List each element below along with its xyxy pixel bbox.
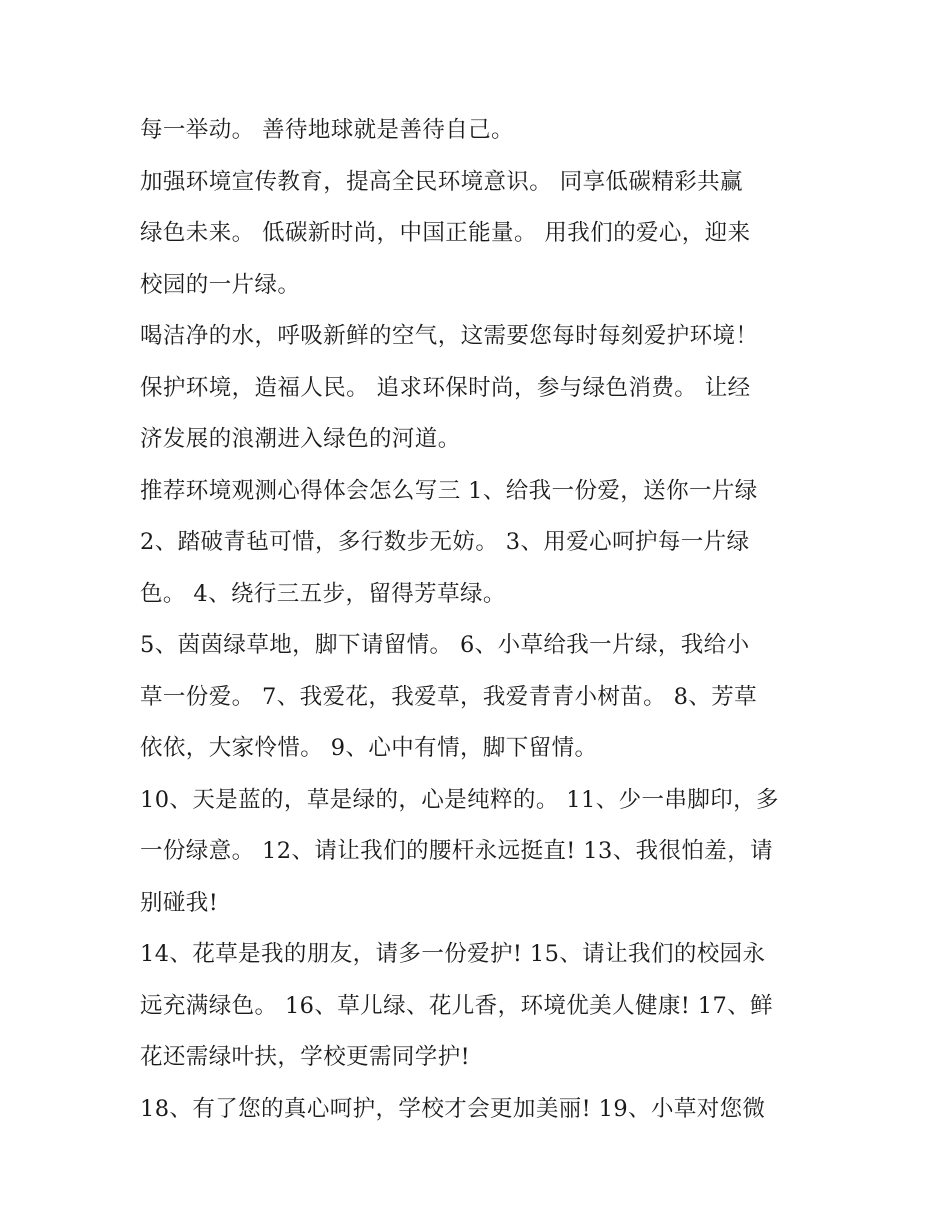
text-line: 绿色未来。 低碳新时尚，中国正能量。 用我们的爱心，迎来 [140, 220, 751, 246]
text-line: 10、天是蓝的，草是绿的，心是纯粹的。 11、少一串脚印，多 [140, 786, 779, 813]
text-line: 喝洁净的水，呼吸新鲜的空气，这需要您每时每刻爱护环境！ [140, 323, 759, 349]
text-line: 花还需绿叶扶，学校更需同学护! [140, 1044, 471, 1070]
text-line: 远充满绿色。 16、草儿绿、花儿香，环境优美人健康! 17、鲜 [140, 992, 774, 1019]
text-line: 每一举动。 善待地球就是善待自己。 [140, 117, 514, 143]
text-line: 一份绿意。 12、请让我们的腰杆永远挺直! 13、我很怕羞，请 [140, 838, 774, 864]
text-line: 加强环境宣传教育，提高全民环境意识。 同享低碳精彩共赢 [140, 168, 743, 195]
text-line: 5、茵茵绿草地，脚下请留情。 6、小草给我一片绿，我给小 [140, 632, 750, 658]
text-line: 草一份爱。 7、我爱花，我爱草，我爱青青小树苗。 8、芳草 [140, 683, 758, 710]
text-line: 推荐环境观测心得体会怎么写三 1、给我一份爱，送你一片绿 [140, 477, 758, 504]
document-page [140, 105, 820, 1135]
text-line: 14、花草是我的朋友，请多一份爱护! 15、请让我们的校园永 [140, 941, 766, 967]
text-line: 2、踏破青毡可惜，多行数步无妨。 3、用爱心呵护每一片绿 [140, 529, 750, 555]
text-line: 别碰我! [140, 889, 219, 916]
text-line: 色。 4、绕行三五步，留得芳草绿。 [140, 580, 506, 607]
text-line: 校园的一片绿。 [140, 271, 301, 298]
text-line: 依依，大家怜惜。 9、心中有情，脚下留情。 [140, 735, 598, 761]
text-line: 18、有了您的真心呵护，学校才会更加美丽! 19、小草对您微 [140, 1095, 766, 1122]
text-line: 济发展的浪潮进入绿色的河道。 [140, 426, 461, 452]
text-line: 保护环境，造福人民。 追求环保时尚，参与绿色消费。 让经 [140, 374, 751, 401]
